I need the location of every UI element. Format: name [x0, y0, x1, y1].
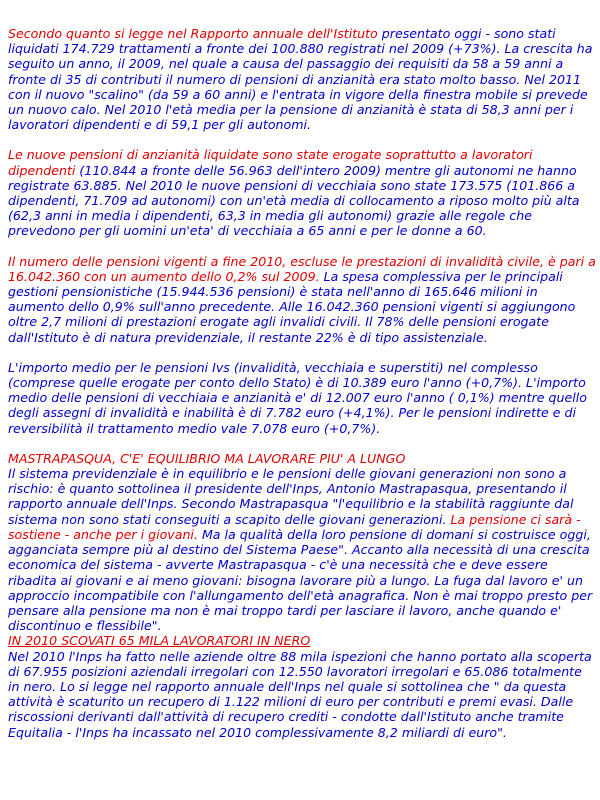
paragraph-4-text: L'importo medio per le pensioni Ivs (invalidità, vecchiaia e superstiti) nel complesso (comprese quelle erogate per conto dello Stato) è di 10.389 euro l'anno (+0,7%). L'importo medio delle pensioni di vecchiaia e anzianità e' di 12.007 euro l'anno ( 0,1%) mentre quello degli assegni di invalidità e inabilità è di 7.782 euro (+4,1%). Per le pensioni indirette e di reversibilità il trattamento medio vale 7.078 euro (+0,7%).	[8, 359, 587, 436]
section-heading-lavoro-nero: IN 2010 SCOVATI 65 MILA LAVORATORI IN NERO	[8, 633, 311, 649]
paragraph-2-highlight: Le nuove pensioni di anzianità liquidate sono state erogate soprattutto a lavoratori dipendenti	[8, 147, 533, 178]
paragraph-1-highlight: Secondo quanto si legge nel Rapporto annuale dell'Istituto	[8, 26, 378, 41]
section-body-mastrapasqua-part-a: Il sistema previdenziale è in equilibrio e le pensioni delle giovani generazioni non sono a rischio: è quanto sottolinea il presidente dell'Inps, Antonio Mastrapasqua, presentando il rapporto annuale dell'Inps. Secondo Mastrapasqua "l'equilibrio e la stabilità raggiunte dal sistema non sono stati conseguiti a scapito delle giovani generazioni.	[8, 466, 574, 527]
section-body-lavoro-nero: Nel 2010 l'Inps ha fatto nelle aziende oltre 88 mila ispezioni che hanno portato alla scoperta di 67.955 posizioni aziendali irregolari con 12.550 lavoratori irregolari e 65.086 totalmente in nero. Lo si legge nel rapporto annuale dell'Inps nel quale si sottolinea che " da questa attività è scaturito un recupero di 1.122 milioni di euro per contributi e premi evasi. Dalle riscossioni derivanti dall'attività di recupero crediti - condotte dall'Istituto anche tramite Equitalia - l'Inps ha incassato nel 2010 complessivamente 8,2 miliardi di euro".	[8, 648, 592, 740]
section-body-mastrapasqua	[8, 466, 596, 633]
paragraph-3-text: La spesa complessiva per le principali gestioni pensionistiche (15.944.536 pensioni) è stata nell'anno di 165.646 milioni in aumento dello 0,9% sull'anno precedente. Alle 16.042.360 pensioni vigenti si aggiungono oltre 2,7 milioni di prestazioni erogate agli invalidi civili. Il 78% delle pensioni erogate dall'Istituto è di natura previdenziale, il restante 22% è di tipo assistenziale.	[8, 268, 576, 345]
section-body-mastrapasqua-part-b: Ma la qualità della loro pensione di domani si costruisce oggi, agganciata sempre più al destino del Sistema Paese". Accanto alla necessità di una crescita economica del sistema - avverte Mastrapasqua - c'è una necessità che e deve essere ribadita ai giovani e ai meno giovani: bisogna lavorare più a lungo. La fuga dal lavoro e' un approccio incompatibile con l'allungamento dell'età anagrafica. Non è mai troppo presto per pensare alla pensione ma non è mai troppo tardi per lasciare il lavoro, anche quando e' discontinuo e flessibile".	[8, 526, 593, 634]
paragraph-3-highlight: Il numero delle pensioni vigenti a fine 2010, escluse le prestazioni di invalidità civile, è pari a 16.042.360 con un aumento dello 0,2% sul 2009.	[8, 253, 596, 284]
article-body	[8, 26, 596, 740]
paragraph-2	[8, 147, 596, 238]
section-lavoro-nero	[8, 633, 596, 739]
paragraph-1-text: presentato oggi - sono stati liquidati 174.729 trattamenti a fronte dei 100.880 registrati nel 2009 (+73%). La crescita ha seguito un anno, il 2009, nel quale a causa del passaggio dei requisiti da 58 a 59 anni a fronte di 35 di contributi il numero di pensioni di anzianità era stato molto basso. Nel 2011 con il nuovo "scalino" (da 59 a 60 anni) e l'entrata in vigore della finestra mobile si prevede un nuovo calo. Nel 2010 l'età media per la pensione di anzianità è stata di 58,3 anni per i lavoratori dipendenti e di 59,1 per gli autonomi.	[8, 26, 593, 133]
section-heading-mastrapasqua: MASTRAPASQUA, C'E' EQUILIBRIO MA LAVORARE PIU' A LUNGO	[8, 450, 406, 466]
paragraph-1	[8, 26, 596, 132]
paragraph-2-text: (110.844 a fronte delle 56.963 dell'intero 2009) mentre gli autonomi ne hanno registrate 63.885. Nel 2010 le nuove pensioni di vecchiaia sono state 173.575 (101.866 a dipendenti, 71.709 ad autonomi) con un'età media di collocamento a riposo molto più alta (62,3 anni in media i dipendenti, 63,3 in media gli autonomi) grazie alle regole che prevedono per gli uomini un'eta' di vecchiaia a 65 anni e per le donne a 60.	[8, 162, 580, 239]
section-mastrapasqua	[8, 451, 596, 633]
section-body-mastrapasqua-highlight: La pensione ci sarà - sostiene - anche per i giovani.	[8, 511, 581, 542]
paragraph-3	[8, 254, 596, 345]
paragraph-4	[8, 360, 596, 436]
